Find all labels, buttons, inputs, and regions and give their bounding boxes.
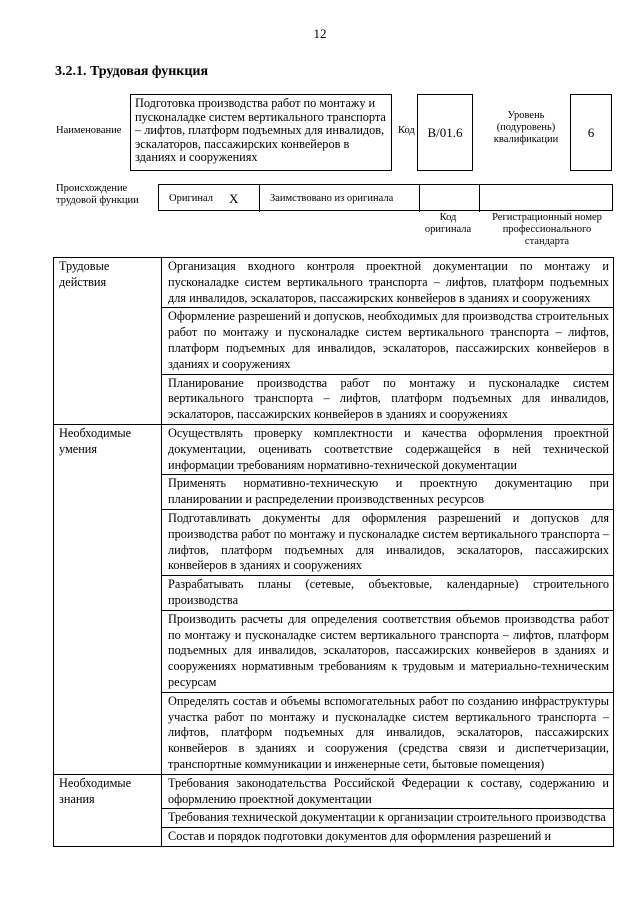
section-item: Планирование производства работ по монтажу и пусконаладке систем вертикального транспорта – лифтов, платформ подъемных для инвалидов, эскалаторов, пассажирских конвейеров в зданиях и сооружениях <box>162 374 614 424</box>
section-item: Требования технической документации к организации строительного производства <box>162 809 614 828</box>
original-mark: X <box>229 190 239 206</box>
origin-row <box>158 184 613 211</box>
origin-label: Происхождение трудовой функции <box>56 183 139 206</box>
code-original-cell <box>419 185 479 212</box>
section-title: 3.2.1. Трудовая функция <box>55 64 209 79</box>
section-category: Трудовые действия <box>54 258 162 425</box>
function-table <box>53 257 614 847</box>
page-number: 12 <box>313 26 327 41</box>
table-row <box>54 774 614 809</box>
level-value: 6 <box>587 124 595 140</box>
code-original-label: Код оригинала <box>424 212 472 235</box>
table-row <box>54 424 614 474</box>
section-item: Состав и порядок подготовки документов для оформления разрешений и <box>162 828 614 847</box>
original-label: Оригинал <box>169 193 213 204</box>
section-item: Требования законодательства Российской Федерации к составу, содержанию и оформлению проектной документации <box>162 774 614 809</box>
section-item: Осуществлять проверку комплектности и качества оформления проектной документации, оценивать соответствие содержащейся в ней технической информации требованиям нормативно-технической документации <box>162 424 614 474</box>
table-row <box>54 258 614 308</box>
section-item: Применять нормативно-техническую и проектную документацию при планировании и распределении производственных ресурсов <box>162 475 614 510</box>
section-item: Организация входного контроля проектной документации по монтажу и пусконаладке систем вертикального транспорта – лифтов, платформ подъемных для инвалидов, эскалаторов, пассажирских конвейеров в зданиях и сооружениях <box>162 258 614 308</box>
name-value: Подготовка производства работ по монтажу и пусконаладке систем вертикального транспорта – лифтов, платформ подъемных для инвалидов, эскалаторов, пассажирских конвейеров в зданиях и сооружениях <box>135 96 386 164</box>
section-item: Определять состав и объемы вспомогательных работ по созданию инфраструктуры участка работ по монтажу и пусконаладке систем вертикального транспорта – лифтов, платформ подъемных для инвалидов, эскалаторов, пассажирских конвейеров в зданиях и сооружения (средства связи и диспетчеризации, транспортные коммуникации и инженерные сети, бытовые помещения) <box>162 692 614 774</box>
section-item: Оформление разрешений и допусков, необходимых для производства строительных работ по монтажу и пусконаладке систем вертикального транспорта – лифтов, платформ подъемных для инвалидов, эскалаторов, пассажирских конвейеров в зданиях и сооружениях <box>162 308 614 374</box>
borrowed-cell <box>259 185 419 212</box>
level-value-box <box>570 94 612 171</box>
name-label: Наименование <box>56 125 122 136</box>
name-value-box <box>130 94 392 171</box>
section-item: Производить расчеты для определения соответствия объемов производства работ по монтажу и пусконаладке систем вертикального транспорта – лифтов, платформ подъемных для инвалидов, эскалаторов, пассажирских конвейеров в зданиях и сооружениях нормативным требованиям к трудовым и материально-техническим ресурсам <box>162 610 614 692</box>
level-label: Уровень (подуровень) квалификации <box>493 110 559 145</box>
section-category: Необходимые знания <box>54 774 162 846</box>
section-category: Необходимые умения <box>54 424 162 774</box>
section-item: Подготавливать документы для оформления разрешений и допусков для производства работ по монтажу и пусконаладке систем вертикального транспорта – лифтов, платформ подъемных для инвалидов, эскалаторов, пассажирских конвейеров в зданиях и сооружениях <box>162 509 614 575</box>
original-cell <box>159 185 259 212</box>
reg-number-label: Регистрационный номер профессионального стандарта <box>492 212 602 247</box>
code-value: B/01.6 <box>427 124 463 140</box>
borrowed-label: Заимствовано из оригинала <box>270 193 394 204</box>
code-label: Код <box>398 125 415 136</box>
code-value-box <box>417 94 473 171</box>
section-item: Разрабатывать планы (сетевые, объектовые, календарные) строительного производства <box>162 576 614 611</box>
reg-number-cell <box>479 185 614 212</box>
